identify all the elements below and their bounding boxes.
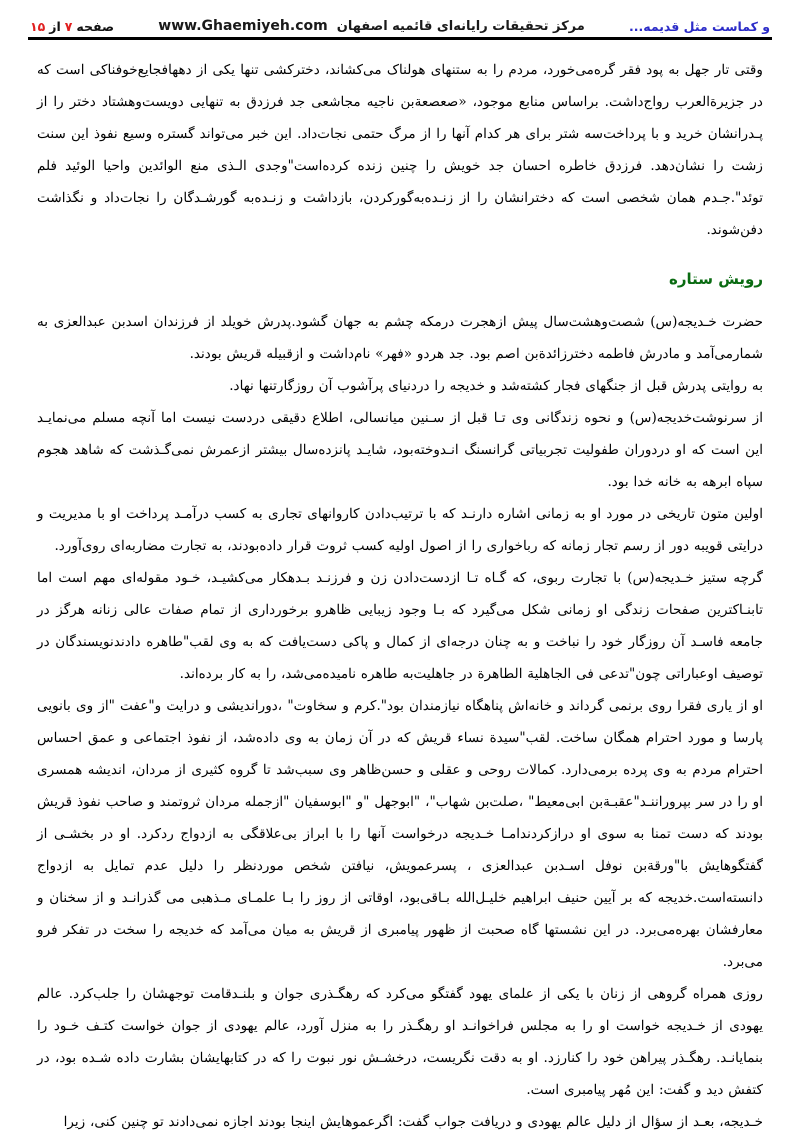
paragraph-8: روزی همراه گروهی از زنان با یکی از علمای یهود گفتگو می‌کرد که رهگـذری جوان و بلنـدقامت توجهشان را جلب‌کرد. عالم یهودی از خـدیجه خواست او را به مجلس فراخوانـد او رهگـذر را به منزل آورد، عالم یهودی از جوان خواست کتـف خـود را بنمایانـد. رهگـذر پیراهن خود را کنارزد. او به دقت نگریست، درخشـش نور نبوت را که در کتابهایشان بشارت داده شـده بود، در کتفش دید و گفت: این مُهر پیامبری است. [37, 986, 763, 1098]
paragraph-6: گرچه ستیز خـدیجه(س) با تجارت ربوی، که گـاه تـا ازدست‌دادن زن و فرزنـد بـدهکار می‌کشیـد، خـود مقوله‌ای مهم است اما تابنـاکترین صفحات زندگی او زمانی شکل می‌گیرد که بـا وجود زیبایی ظاهرو برخورداری از تمام صفات عالی زنانه هرگز در جامعه فاسـد آن روزگار خود را نباخت و به چنان درجه‌ای از کمال و پاکی دست‌یافت که به وی لقب"طاهره دادندنویسندگان در توصیف اوعباراتی چون"تدعی فی الجاهلیة الطاهرة در جاهلیت‌به طاهره نامیده‌می‌شد، را به کار برده‌اند. [37, 570, 763, 682]
header-website-url: www.Ghaemiyeh.com [158, 18, 328, 34]
page-total-number: ۱۵ [30, 19, 46, 34]
paragraph-7: او از یاری فقرا روی برنمی گرداند و خانه‌اش پناهگاه نیازمندان بود".کرم و سخاوت" ،دوراندیشی و درایت و"عفت "از وی بانویی پارسا و مورد احترام همگان ساخت. لقب"سیدة نساء قریش که در آن زمان به وی داده‌شد، از نفوذ اجتماعی و عمق احساس احترام مردم به وی پرده برمی‌دارد. کمالات روحی و عقلی و حسن‌ظاهر وی سبب‌شد تا گروه کثیری از مردان، اندیشه همسری او را در سر بپروراننـد"عقبـةبن ابی‌معیط" ،صلت‌بن شهاب"، "ابوجهل "و "ابوسفیان "ازجمله مردان ثروتمند و صاحب نفوذ قریش بودند که دست تمنا به سوی او درازکردندامـا خـدیجه درخواست آنها را با ابراز بی‌علاقگی به ازدواج ردکرد. او در بخشـی از گفتگوهایش با"ورقةبن نوفل اسـدبن عبدالعزی ، پسرعمویش، نیافتن شخص موردنظر را دلیل عدم تمایل به ازدواج دانسته‌است.خدیجه که بر آیین حنیف ابراهیم خلیـل‌الله بـاقی‌بود، اوقاتی از روز را بـا علمـای مـذهبی می گذرانـد و از سخنان و معارفشان بهره‌می‌برد. در این نشستها گاه صحبت از ظهور پیامبری از قریش به میان می‌آمد که خدیجه را سخت در تفکر فرو می‌برد. [37, 698, 763, 970]
document-body [0, 40, 800, 1138]
page-current-number: ۷ [64, 19, 73, 34]
paragraph-2: حضرت خـدیجه(س) شصت‌وهشت‌سال پیش ازهجرت درمکه چشم به جهان گشود.پدرش خویلد از فرزندان اسدبن عبدالعزی به شمارمی‌آمد و مادرش فاطمه دخترزائدة‌بن اصم بود. جد هردو «فهر» نام‌داشت و ازقبیله قریش بودند. [37, 314, 763, 362]
section-heading-rooyesh-setareh: رویش ستاره [668, 270, 763, 288]
page-label-prefix: صفحه [76, 19, 115, 34]
header-running-title: و کماست مثل قدیمه... [629, 19, 770, 34]
header-center-branding [158, 18, 584, 34]
paragraph-3: به روایتی پدرش قبل از جنگهای فجار کشته‌شد و خدیجه را دردنیای پرآشوب آن روزگارتنها نهاد. [229, 378, 763, 394]
header-organization-name: مرکز تحقیقات رایانه‌ای قائمیه اصفهان [336, 19, 585, 34]
paragraph-9: خـدیجه، بعـد از سؤال از دلیل عالم یهودی و دریافت جواب گفت: اگرعموهایش اینجا بودند اجازه نمی‌دادند تو چنین کنی، زیرا [63, 1114, 763, 1130]
paragraph-1: وقتی تار جهل به پود فقر گره‌می‌خورد، مردم را به ستنهای هولناک می‌کشاند، دخترکشی تنها یکی از دههافجایع‌خوفناکی است که در جزیرةالعرب رواج‌داشت. براساس منابع موجود، «صعصعةبن ناجیه مجاشعی جد فرزدق به تنهایی دویست‌وهشتاد دختر را از پـدرانشان خرید و با پرداخت‌سه شتر برای هر کدام آنها را از مرگ حتمی نجات‌داد. این خبر می‌تواند گستره وسیع نفوذ این سنت زشت را نشان‌دهد. فرزدق خاطره احسان جد خویش را چنین زنده کرده‌است"وجدی الـذی منع الوائدین واحیا الوئید فلم توئد".جـدم همان شخصی است که دخترانشان را از زنـده‌به‌گورکردن، بازداشت و زنـده‌به گورشـدگان را نجات‌داد و نگذاشت دفن‌شوند. [37, 62, 763, 238]
paragraph-5: اولین متون تاریخی در مورد او به زمانی اشاره دارنـد که با ترتیب‌دادن کاروانهای تجاری به کسب درآمـد پرداخت او با مدیریت و درایتی قویبه دور از رسم تجار زمانه که رباخواری را از اصول اولیه کسب ثروت قرار داده‌بودند، به تجارت مضاربه‌ای روی‌آورد. [37, 506, 763, 554]
header-page-indicator [30, 19, 114, 34]
page-header [0, 0, 800, 37]
paragraph-4: از سرنوشت‌خدیجه(س) و نحوه زندگانی وی تـا قبل از سـنین میانسالی، اطلاع دقیقی دردست نیست اما آنچه مسلم می‌نمایـد این است که او دردوران طفولیت تجربیاتی گرانسنگ انـدوخته‌بود، شایـد پانزده‌سال بیشتر ازعمرش نمی‌گـذشت که شاهد هجوم سپاه ابرهه به خانه خدا بود. [37, 410, 763, 490]
page-of-label: از [49, 19, 61, 34]
